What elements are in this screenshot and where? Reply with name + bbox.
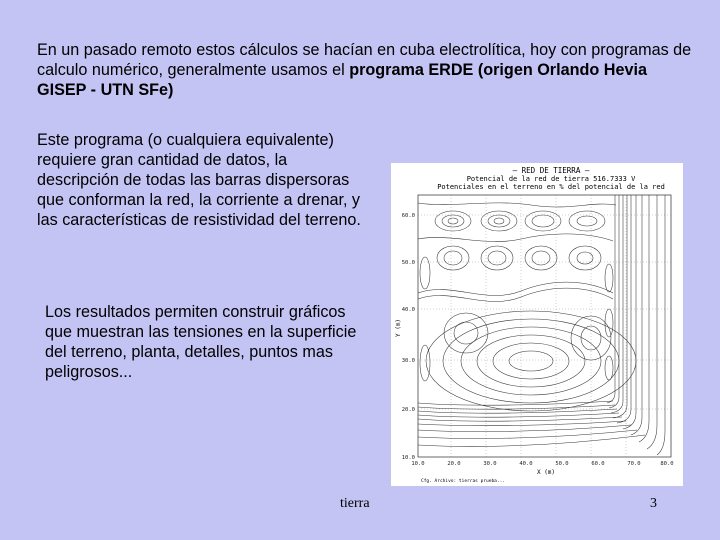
contour-plot-figure xyxy=(391,163,683,486)
x-axis-label: X (m) xyxy=(536,469,556,476)
x-tick: 50.0 xyxy=(555,461,569,467)
figure-title-3: Potenciales en el terreno en % del potencial de la red xyxy=(437,183,665,191)
x-tick: 60.0 xyxy=(591,461,605,467)
x-tick: 70.0 xyxy=(627,461,641,467)
y-tick: 60.0 xyxy=(401,213,415,219)
results-paragraph: Los resultados permiten construir gráficos que muestran las tensiones en la superficie del terreno, planta, detalles, puntos mas peligrosos... xyxy=(45,303,357,381)
y-tick: 20.0 xyxy=(401,407,415,413)
footer-title: tierra xyxy=(340,496,370,511)
figure-title-2: Potencial de la red de tierra 516.7333 V xyxy=(466,175,636,183)
y-tick: 50.0 xyxy=(401,260,415,266)
page-number: 3 xyxy=(650,496,657,511)
x-tick: 80.0 xyxy=(660,461,674,467)
intro-text: En un pasado remoto estos cálculos se hacían en cuba electrolítica, hoy con programas de calculo numérico, generalmente usamos el xyxy=(37,41,692,79)
y-tick: 30.0 xyxy=(401,358,415,364)
x-tick: 20.0 xyxy=(447,461,461,467)
program-description-paragraph: Este programa (o cualquiera equivalente) requiere gran cantidad de datos, la descripción de todas las barras dispersoras que conforman la red, la corriente a drenar, y las características de resistividad del terreno. xyxy=(37,131,361,229)
intro-paragraph xyxy=(37,40,697,100)
x-tick: 30.0 xyxy=(483,461,497,467)
x-tick: 40.0 xyxy=(519,461,533,467)
figure-title-1: — RED DE TIERRA — xyxy=(512,166,590,175)
x-tick: 10.0 xyxy=(411,461,425,467)
y-tick: 10.0 xyxy=(401,455,415,461)
figure-caption: Cfg. Archivo: tierras prueba... xyxy=(421,479,505,484)
y-tick: 40.0 xyxy=(401,307,415,313)
intro-bold-text: programa ERDE (origen Orlando Hevia GISEP - UTN SFe) xyxy=(37,61,647,99)
contour-plot xyxy=(391,163,683,486)
y-axis-label: Y (m) xyxy=(395,318,402,338)
